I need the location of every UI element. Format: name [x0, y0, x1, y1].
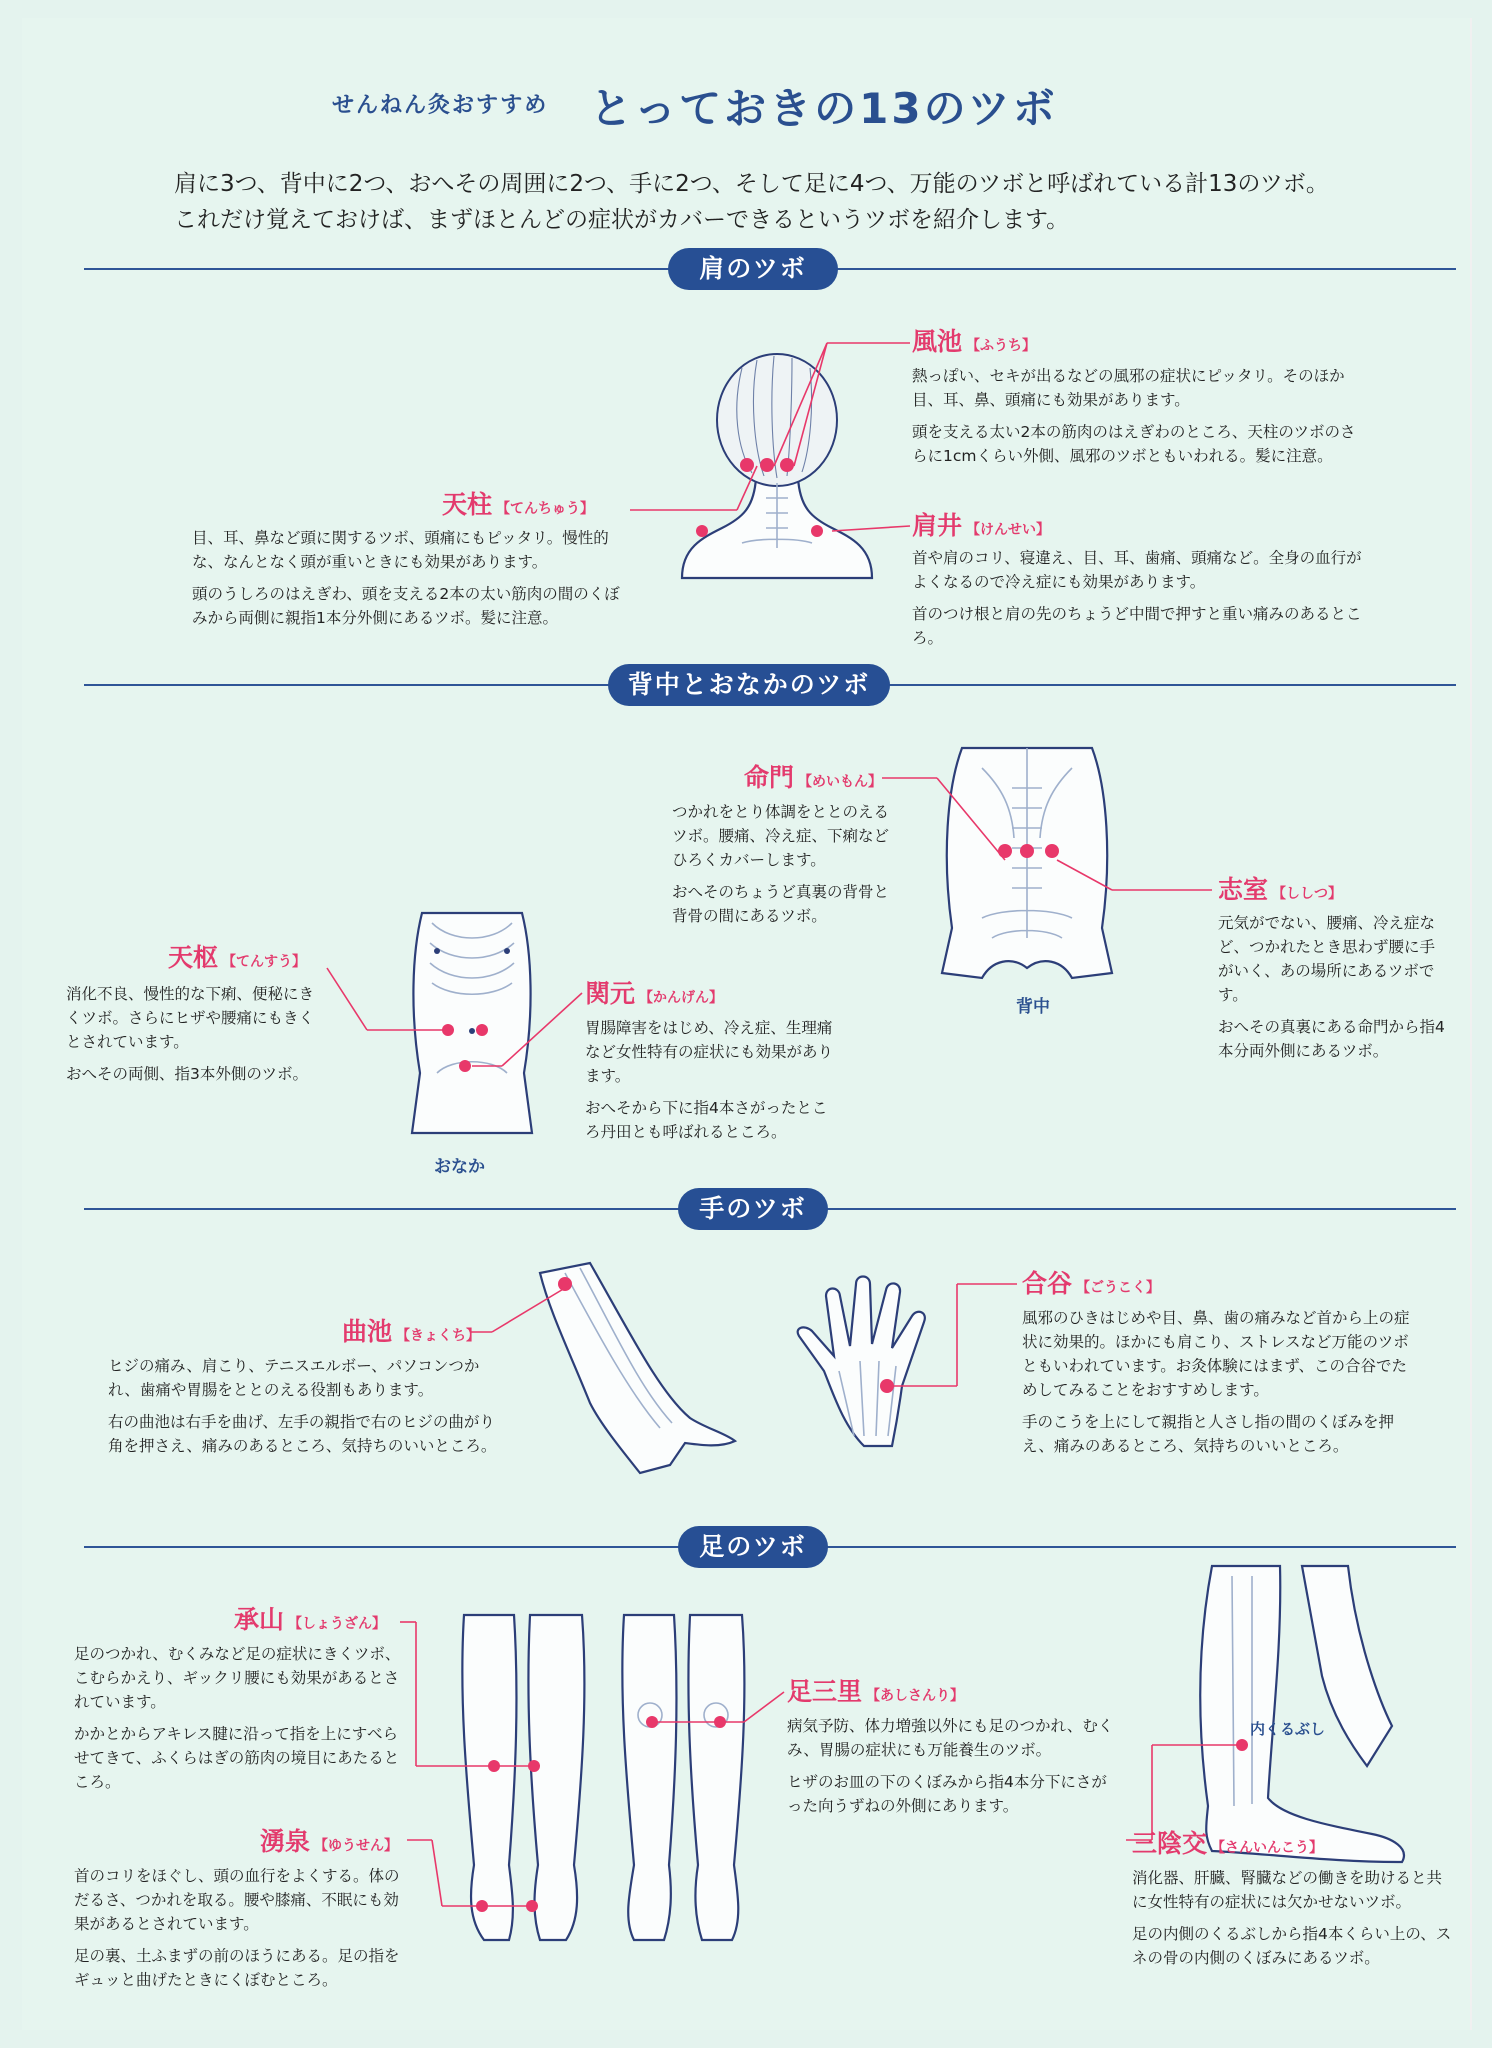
point-desc-goukoku: 風邪のひきはじめや目、鼻、歯の痛みなど首から上の症状に効果的。ほかにも肩こり、ストレスなど万能のツボともいわれています。お灸体験にはまず、この合谷でためしてみることをおすすめします。 手のこうを上にして親指と人さし指の間のくぼみを押え、痛みのあるところ、気持ちのいいところ。	[1022, 1309, 1410, 1455]
ankle-label: 内くるぶし	[1250, 1720, 1326, 1738]
point-desc-tensu: 消化不良、慢性的な下痢、便秘にきくツボ。さらにヒザや腰痛にもきくとされています。 おへその両側、指3本外側のツボ。	[66, 985, 315, 1083]
point-desc-meimon: つかれをとり体調をととのえるツボ。腰痛、冷え症、下痢などひろくカバーします。 おへそのちょうど真裏の背骨と背骨の間にあるツボ。	[672, 803, 890, 925]
point-name-yusen: 湧泉 【ゆうせん】	[260, 1827, 399, 1856]
point-name-goukoku: 合谷 【ごうこく】	[1022, 1269, 1161, 1298]
section-heading-back: 背中とおなかのツボ	[608, 664, 890, 706]
section-heading-hand: 手のツボ	[678, 1188, 828, 1230]
point-name-kangen: 関元 【かんげん】	[585, 979, 724, 1008]
point-name-tensu: 天枢 【てんすう】	[168, 943, 307, 972]
point-desc-ashisanri: 病気予防、体力増強以外にも足のつかれ、むくみ、胃腸の症状にも万能養生のツボ。 ヒザのお皿の下のくぼみから指4本分下にさがった向うずねの外側にあります。	[787, 1717, 1114, 1815]
caption-belly: おなか	[434, 1157, 485, 1177]
point-name-meimon: 命門 【めいもん】	[744, 763, 883, 792]
point-desc-fuchi: 熱っぽい、セキが出るなどの風邪の症状にピッタリ。そのほか目、耳、鼻、頭痛にも効果があります。 頭を支える太い2本の筋肉のはえぎわのところ、天柱のツボのさらに1cmくらい外側、風邪のツボともいわれる。髪に注意。	[912, 367, 1356, 465]
point-desc-shozan: 足のつかれ、むくみなど足の症状にきくツボ、こむらかえり、ギックリ腰にも効果があるとされています。 かかとからアキレス腱に沿って指を上にすべらせてきて、ふくらはぎの筋肉の境目にあたるところ。	[74, 1645, 401, 1791]
point-name-fuchi: 風池 【ふうち】	[912, 327, 1037, 356]
section-heading-shoulder: 肩のツボ	[668, 248, 838, 290]
point-name-shozan: 承山 【しょうざん】	[234, 1605, 387, 1634]
section-heading-foot: 足のツボ	[678, 1526, 828, 1568]
point-desc-yusen: 首のコリをほぐし、頭の血行をよくする。体のだるさ、つかれを取る。腰や膝痛、不眠にも効果があるとされています。 足の裏、土ふまずの前のほうにある。足の指をギュッと曲げたときにくぼむところ。	[74, 1867, 400, 1989]
point-name-kensei: 肩井 【けんせい】	[912, 511, 1051, 540]
point-desc-shishitsu: 元気がでない、腰痛、冷え症など、つかれたとき思わず腰に手がいく、あの場所にあるツボです。 おへその真裏にある命門から指4本分両外側にあるツボ。	[1218, 914, 1445, 1060]
point-desc-sanninko: 消化器、肝臓、腎臓などの働きを助けると共に女性特有の症状には欠かせないツボ。 足の内側のくるぶしから指4本くらい上の、スネの骨の内側のくぼみにあるツボ。	[1132, 1869, 1452, 1967]
point-name-ashisanri: 足三里 【あしさんり】	[787, 1677, 965, 1706]
point-desc-tenchu: 目、耳、鼻など頭に関するツボ、頭痛にもピッタリ。慢性的な、なんとなく頭が重いときにも効果があります。 頭のうしろのはえぎわ、頭を支える2本の太い筋肉の間のくぼみから両側に親指1本分外側にあるツボ。髪に注意。	[192, 529, 620, 627]
foot-leader-lines	[22, 18, 1470, 2030]
point-desc-kangen: 胃腸障害をはじめ、冷え症、生理痛など女性特有の症状にも効果があります。 おへそから下に指4本さがったところ丹田とも呼ばれるところ。	[585, 1019, 834, 1141]
point-name-tenchu: 天柱 【てんちゅう】	[442, 490, 595, 519]
caption-back: 背中	[1016, 997, 1050, 1017]
page-title: とっておきの13のツボ	[590, 84, 1058, 133]
point-desc-kyokuchi: ヒジの痛み、肩こり、テニスエルボー、パソコンつかれ、歯痛や胃腸をととのえる役割もあります。 右の曲池は右手を曲げ、左手の親指で右のヒジの曲がり角を押さえ、痛みのあるところ、気持ちのいいところ。	[108, 1357, 497, 1455]
intro-text: 肩に3つ、背中に2つ、おへその周囲に2つ、手に2つ、そして足に4つ、万能のツボと呼ばれている計13のツボ。 これだけ覚えておけば、まずほとんどの症状がカバーできるというツボを紹介します。	[174, 171, 1329, 233]
poster-page	[22, 18, 1472, 2030]
point-name-shishitsu: 志室 【ししつ】	[1218, 875, 1343, 904]
header-subtitle: せんねん灸おすすめ	[332, 93, 549, 118]
point-name-kyokuchi: 曲池 【きょくち】	[342, 1317, 481, 1346]
point-desc-kensei: 首や肩のコリ、寝違え、目、耳、歯痛、頭痛など。全身の血行がよくなるので冷え症にも効果があります。 首のつけ根と肩の先のちょうど中間で押すと重い痛みのあるところ。	[912, 549, 1362, 647]
point-name-sanninko: 三陰交 【さんいんこう】	[1132, 1829, 1324, 1858]
